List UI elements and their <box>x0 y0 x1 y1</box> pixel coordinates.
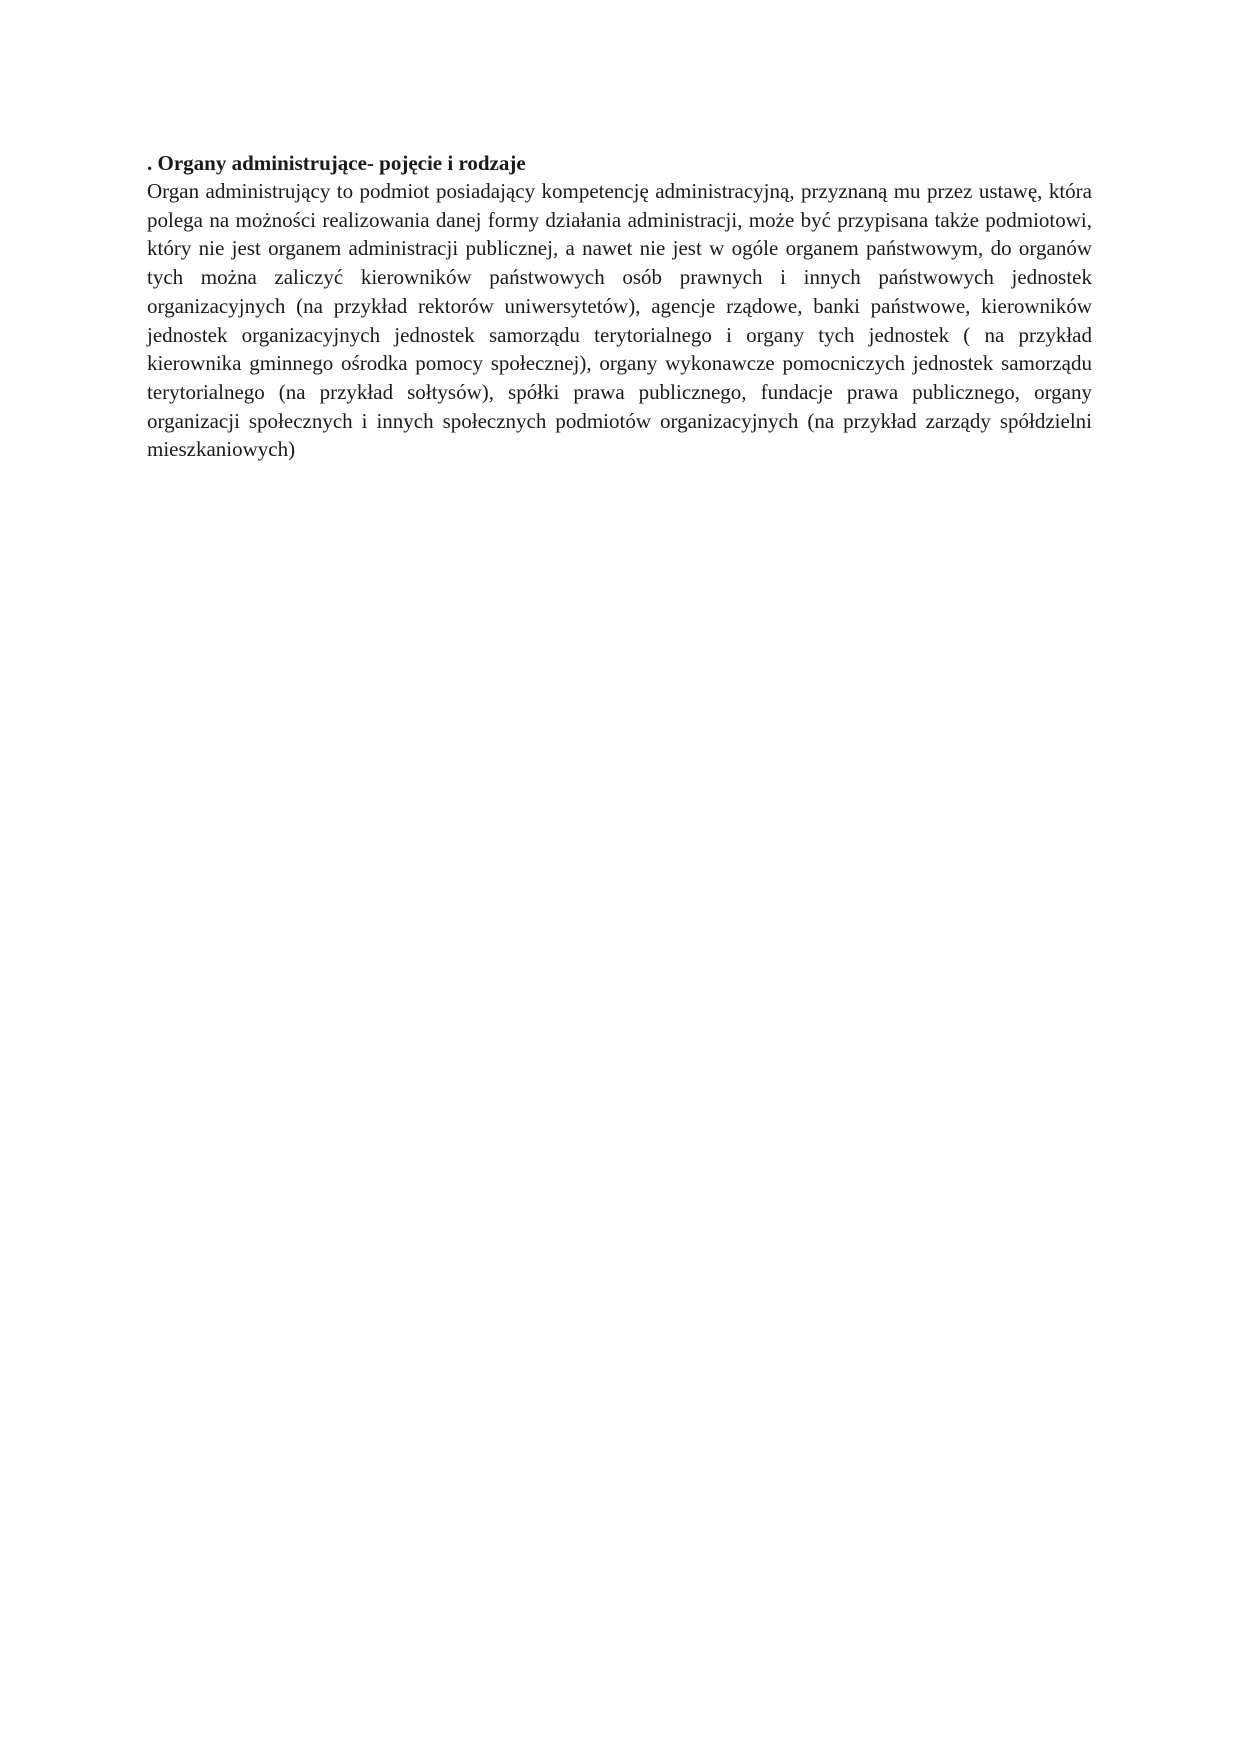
document-content <box>147 150 1092 464</box>
body-paragraph: Organ administrujący to podmiot posiadający kompetencję administracyjną, przyznaną mu przez ustawę, która polega na możności realizowania danej formy działania administracji, może być przypisana także podmiotowi, który nie jest organem administracji publicznej, a nawet nie jest w ogóle organem państwowym, do organów tych można zaliczyć kierowników państwowych osób prawnych i innych państwowych jednostek organizacyjnych (na przykład rektorów uniwersytetów), agencje rządowe, banki państwowe, kierowników jednostek organizacyjnych jednostek samorządu terytorialnego i organy tych jednostek ( na przykład kierownika gminnego ośrodka pomocy społecznej), organy wykonawcze pomocniczych jednostek samorządu terytorialnego (na przykład sołtysów), spółki prawa publicznego, fundacje prawa publicznego, organy organizacji społecznych i innych społecznych podmiotów organizacyjnych (na przykład zarządy spółdzielni mieszkaniowych) <box>147 179 1092 462</box>
section-heading: . Organy administrujące- pojęcie i rodzaje <box>147 151 526 175</box>
